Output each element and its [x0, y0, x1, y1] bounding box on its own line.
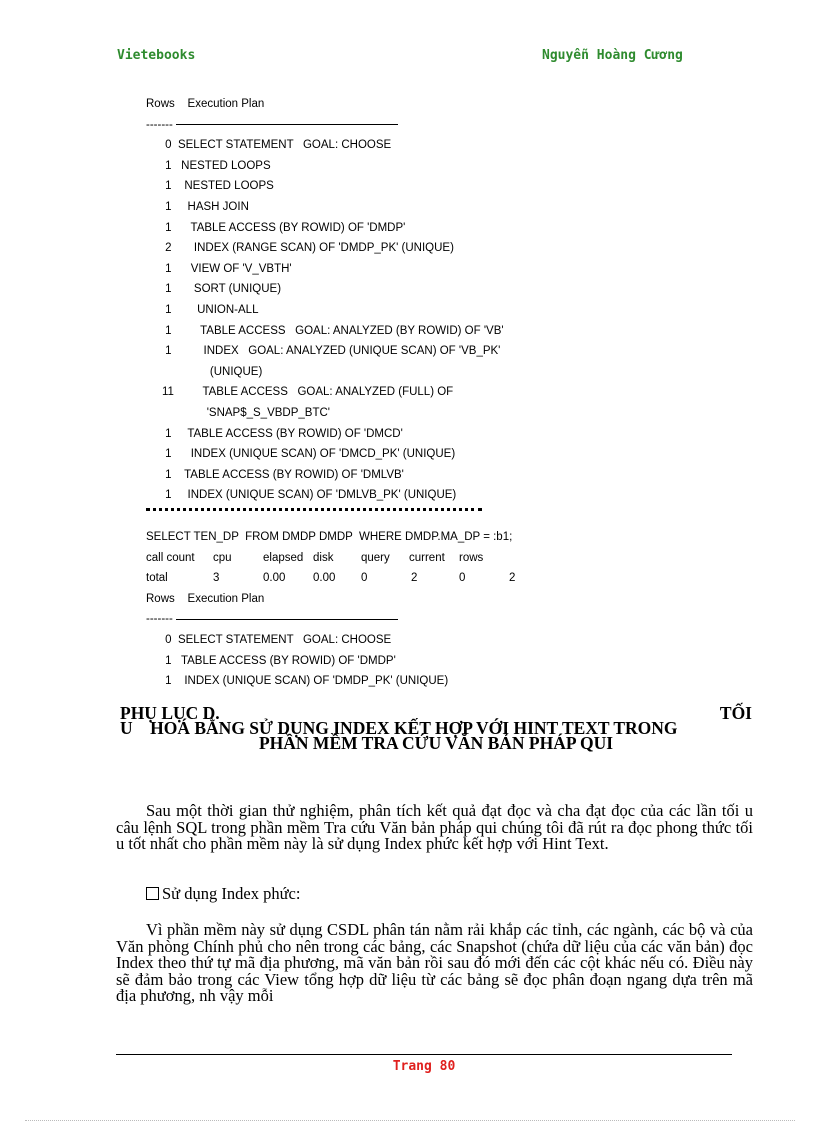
- heading-line-3: PHẦN MỀM TRA CỨU VĂN BẢN PHÁP QUI: [258, 733, 614, 753]
- plan-rule: [146, 115, 566, 136]
- execution-plan-1: [146, 94, 566, 506]
- stat-header: call count: [146, 551, 195, 564]
- subheading: [116, 886, 753, 903]
- stat-value: total: [146, 572, 168, 585]
- plan-line: 1 TABLE ACCESS (BY ROWID) OF 'DMLVB': [146, 468, 404, 481]
- plan-line: 1 HASH JOIN: [146, 200, 249, 213]
- stat-value: 2: [509, 572, 516, 585]
- plan-line: 1 TABLE ACCESS (BY ROWID) OF 'DMDP': [146, 654, 396, 667]
- rule-line: [176, 619, 398, 620]
- paragraph-2: Vì phần mềm này sử dụng CSDL phân tán nằm rải khắp các tỉnh, các ngành, các bộ và của Văn phòng Chính phủ cho nên trong các bảng, các Snapshot (chứa dữ liệu của các văn bản) đọc Index theo thứ tự mã địa phương, mã văn bản rồi sau đó mới đến các cột khác nếu có. Điều này sẽ đảm bảo trong các View tổng hợp dữ liệu từ các bảng sẽ đọc phân đoạn ngang dựa trên mã địa phương, nh vậy mỗi: [116, 920, 753, 1005]
- stat-headers: [146, 548, 566, 569]
- stat-value: 2: [411, 572, 418, 585]
- plan-line: (UNIQUE): [146, 365, 263, 378]
- plan-line: 1 INDEX (UNIQUE SCAN) OF 'DMDP_PK' (UNIQUE): [146, 675, 449, 688]
- plan-line: 2 INDEX (RANGE SCAN) OF 'DMDP_PK' (UNIQUE): [146, 242, 454, 255]
- plan-lines: [146, 135, 566, 506]
- dotted-separator: [146, 508, 482, 511]
- rule-line: [176, 124, 398, 125]
- footer-rule: [116, 1054, 732, 1055]
- plan-line: 0 SELECT STATEMENT GOAL: CHOOSE: [146, 633, 392, 646]
- page-edge: [25, 1120, 795, 1121]
- heading-right: TỐI: [719, 703, 752, 723]
- plan-line: 1 NESTED LOOPS: [146, 180, 274, 193]
- stat-header: rows: [459, 551, 484, 564]
- plan-header: Rows Execution Plan: [146, 98, 265, 110]
- subheading-text: Sử dụng Index phức:: [162, 884, 301, 903]
- plan-line: 1 TABLE ACCESS GOAL: ANALYZED (BY ROWID) OF 'VB': [146, 324, 504, 337]
- plan-header: Rows Execution Plan: [146, 592, 265, 605]
- stat-value: 0.00: [263, 572, 286, 585]
- heading-line-2: U HOÁ BẰNG SỬ DỤNG INDEX KẾT HỢP VỚI HINT TEXT TRONG: [120, 718, 678, 738]
- plan-line: 'SNAP$_S_VBDP_BTC': [146, 406, 330, 419]
- plan-line: 1 INDEX GOAL: ANALYZED (UNIQUE SCAN) OF 'VB_PK': [146, 345, 501, 358]
- execution-plan-2: [146, 527, 566, 692]
- dash-text: -------: [146, 118, 173, 131]
- plan-line: 1 VIEW OF 'V_VBTH': [146, 262, 292, 275]
- appendix-heading: [120, 703, 752, 753]
- plan-line: 1 UNION-ALL: [146, 303, 259, 316]
- dash-text: -------: [146, 613, 173, 626]
- plan-line: 1 NESTED LOOPS: [146, 159, 271, 172]
- plan-line: 0 SELECT STATEMENT GOAL: CHOOSE: [146, 139, 392, 152]
- plan-line: 1 SORT (UNIQUE): [146, 283, 282, 296]
- plan-rule: [146, 609, 566, 630]
- stat-header: current: [409, 551, 445, 564]
- stat-header: cpu: [213, 551, 232, 564]
- stat-header: elapsed: [263, 551, 304, 564]
- checkbox-icon: [146, 887, 159, 900]
- plan-line: 1 INDEX (UNIQUE SCAN) OF 'DMCD_PK' (UNIQUE): [146, 448, 456, 461]
- heading-left: PHỤ LỤC D.: [120, 703, 220, 723]
- plan-lines: [146, 630, 566, 692]
- paragraph-1: Sau một thời gian thử nghiệm, phân tích kết quả đạt đọc và cha đạt đọc của các lần tối u câu lệnh SQL trong phần mềm Tra cứu Văn bản pháp qui chúng tôi đã rút ra đọc phong thức tối u tốt nhất cho phần mềm này là sử dụng Index phức kết hợp với Hint Text.: [116, 801, 753, 853]
- stat-value: 3: [213, 572, 220, 585]
- sql-statement: SELECT TEN_DP FROM DMDP DMDP WHERE DMDP.MA_DP = :b1;: [146, 531, 513, 543]
- stat-values: [146, 568, 566, 589]
- stat-value: 0: [361, 572, 368, 585]
- stat-value: 0: [459, 572, 466, 585]
- header-right: Nguyễn Hoàng Cương: [542, 48, 683, 63]
- stat-header: query: [361, 551, 390, 564]
- plan-line: 1 TABLE ACCESS (BY ROWID) OF 'DMDP': [146, 221, 406, 234]
- stat-header: disk: [313, 551, 334, 564]
- plan-line: 1 INDEX (UNIQUE SCAN) OF 'DMLVB_PK' (UNIQUE): [146, 489, 457, 502]
- page-number: Trang 80: [392, 1059, 456, 1074]
- plan-line: 1 TABLE ACCESS (BY ROWID) OF 'DMCD': [146, 427, 403, 440]
- header-left: Vietebooks: [117, 48, 196, 63]
- stat-value: 0.00: [313, 572, 336, 585]
- plan-line: 11 TABLE ACCESS GOAL: ANALYZED (FULL) OF: [146, 386, 454, 399]
